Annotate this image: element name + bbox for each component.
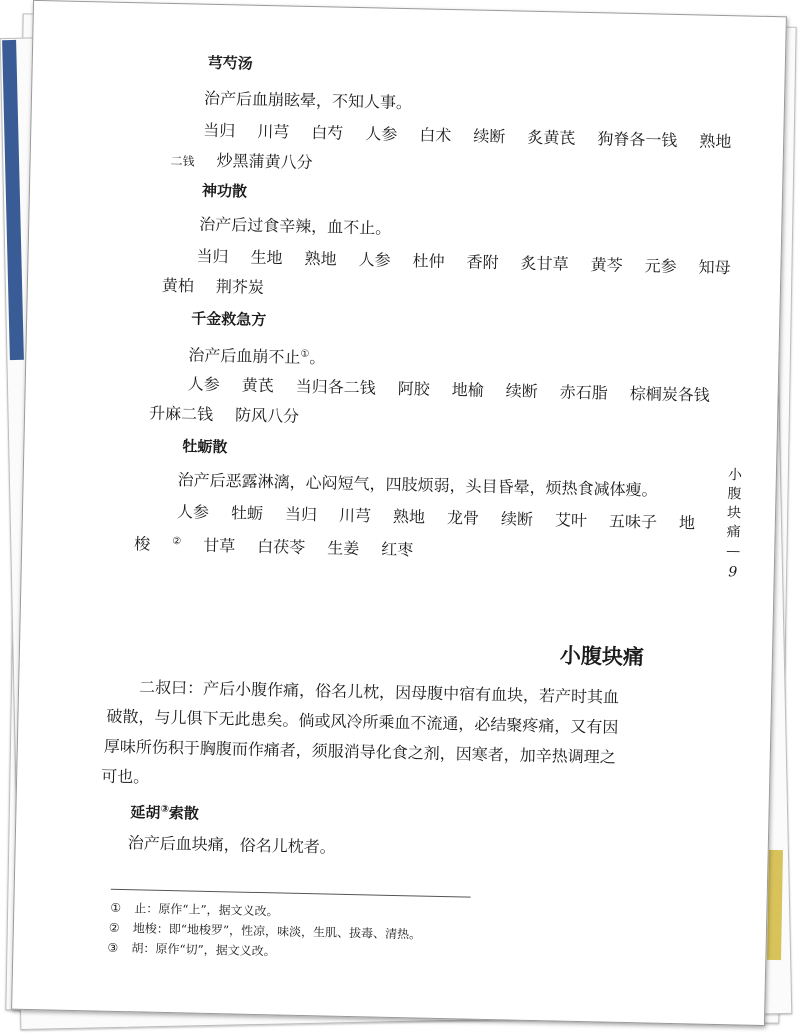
footnote-mark: ③ [107, 940, 119, 955]
formula-indication: 治产后血块痛，俗名儿枕者。 [127, 833, 336, 857]
herb: 续断 [505, 381, 538, 401]
footnote [107, 939, 276, 961]
header-dash: — [726, 543, 741, 560]
formula-indication: 治产后恶露淋漓，心闷短气，四肢烦弱，头目昏晕，烦热食减体瘦。 [177, 470, 658, 500]
herb: 川芎 [257, 121, 290, 142]
herb: 防风八分 [234, 405, 300, 426]
header-char: 腹 [727, 486, 742, 503]
formula-title: 千金救急方 [190, 309, 267, 330]
paragraph-line: 可也。 [100, 766, 150, 787]
paragraph-line: 二叔曰：产后小腹作痛，俗名儿枕，因母腹中宿有血块，若产时其血 [138, 677, 620, 707]
formula-title: 神功散 [201, 181, 248, 201]
herb-list [188, 374, 710, 405]
herb: 黄柏 [161, 275, 195, 296]
herb-list [149, 404, 299, 427]
herb: 炙甘草 [520, 253, 569, 274]
paragraph-line: 破散，与儿俱下无此患矣。倘或风冷所乘血不流通，必结聚疼痛，又有因 [106, 706, 619, 737]
herb: 元参 [644, 256, 677, 276]
footnote-ref: ② [172, 536, 182, 548]
footnote-text: 胡：原作“切”，据文义改。 [131, 941, 276, 959]
herb: 生姜 [327, 538, 360, 559]
formula-title-text: 延胡 [130, 803, 161, 822]
formula-title [130, 799, 199, 823]
herb: 黄芪 [241, 375, 274, 396]
herb-list [162, 276, 264, 298]
herb: 续断 [473, 126, 506, 147]
herb: 炙黄芪 [527, 127, 576, 148]
herb: 龙骨 [446, 508, 480, 528]
book-page [11, 0, 787, 1026]
formula-indication: 治产后血崩眩晕，不知人事。 [203, 88, 413, 113]
herb: 炒黑蒲黄八分 [216, 150, 313, 173]
footnote-text: 地梭：即“地梭罗”，性凉，味淡，生肌、拔毒、清热。 [132, 921, 422, 942]
page-number: 9 [728, 564, 738, 581]
herb: 当归 [284, 504, 318, 525]
footnote-text: 止：原作“上”，据文义改。 [134, 901, 279, 919]
herb: 白芍 [311, 122, 344, 143]
herb: 牡蛎 [230, 503, 264, 524]
herb: 当归 [203, 120, 236, 141]
cover-edge [767, 850, 783, 960]
herb: 地榆 [451, 380, 484, 400]
formula-title: 芎芍汤 [207, 53, 253, 73]
herb: 人参 [358, 250, 391, 270]
footnote-ref: ③ [160, 803, 170, 816]
formula-title-text: 索散 [168, 804, 200, 823]
header-char: 小 [727, 467, 743, 484]
herb: 香附 [466, 252, 499, 273]
paragraph-line: 厚味所伤积于胸腹而作痛者，须服消导化食之剂，因寒者，加辛热调理之 [103, 736, 616, 767]
herb: 人参 [365, 124, 398, 144]
herb: 狗脊各一钱 [597, 129, 678, 150]
herb: 阿胶 [397, 378, 430, 399]
formula-indication [188, 342, 325, 368]
herb: 升麻二钱 [148, 403, 214, 424]
indication-text: 治产后血崩不止 [188, 345, 301, 367]
herb: 知母 [698, 257, 731, 278]
footnote [110, 899, 279, 921]
footnote-ref: ① [300, 348, 310, 361]
header-char: 痛 [726, 524, 741, 541]
herb: 人参 [176, 502, 210, 522]
herb-list [134, 531, 413, 560]
footnote-mark: ② [108, 920, 120, 936]
herb: 白术 [419, 125, 452, 146]
herb-dose: 二钱 [170, 153, 195, 169]
herb-list [196, 247, 730, 279]
herb: 熟地 [699, 131, 732, 152]
herb: 熟地 [392, 506, 426, 527]
running-header [722, 466, 747, 582]
herb: 艾叶 [554, 510, 588, 531]
formula-indication: 治产后过食辛辣，血不止。 [199, 214, 392, 238]
herb: 荆芥炭 [215, 276, 265, 297]
herb-list [177, 502, 695, 533]
herb: 人参 [187, 374, 220, 395]
herb [134, 531, 181, 555]
herb: 续断 [500, 509, 534, 529]
herb: 赤石脂 [559, 382, 608, 403]
herb: 熟地 [304, 248, 337, 269]
header-char: 块 [726, 505, 742, 522]
herb: 地 [678, 513, 696, 533]
chapter-title: 小腹块痛 [559, 642, 645, 670]
herb-list [170, 150, 312, 174]
herb: 棕榈炭各钱 [629, 384, 710, 405]
herb: 红枣 [381, 539, 414, 560]
formula-title: 牡蛎散 [182, 437, 228, 457]
herb: 黄芩 [590, 255, 623, 275]
herb: 五味子 [608, 511, 658, 532]
herb: 甘草 [203, 535, 236, 556]
footnote-divider [111, 889, 471, 898]
herb: 当归各二钱 [295, 376, 376, 398]
herb-text: 梭 [134, 534, 151, 554]
herb: 杜仲 [412, 251, 445, 271]
footnote-mark: ① [110, 900, 122, 916]
herb: 当归 [196, 246, 229, 267]
herb: 生地 [250, 247, 283, 268]
herb-list [203, 121, 731, 153]
indication-text: 。 [309, 348, 326, 368]
herb: 白茯苓 [257, 536, 306, 557]
herb: 川芎 [338, 505, 372, 526]
